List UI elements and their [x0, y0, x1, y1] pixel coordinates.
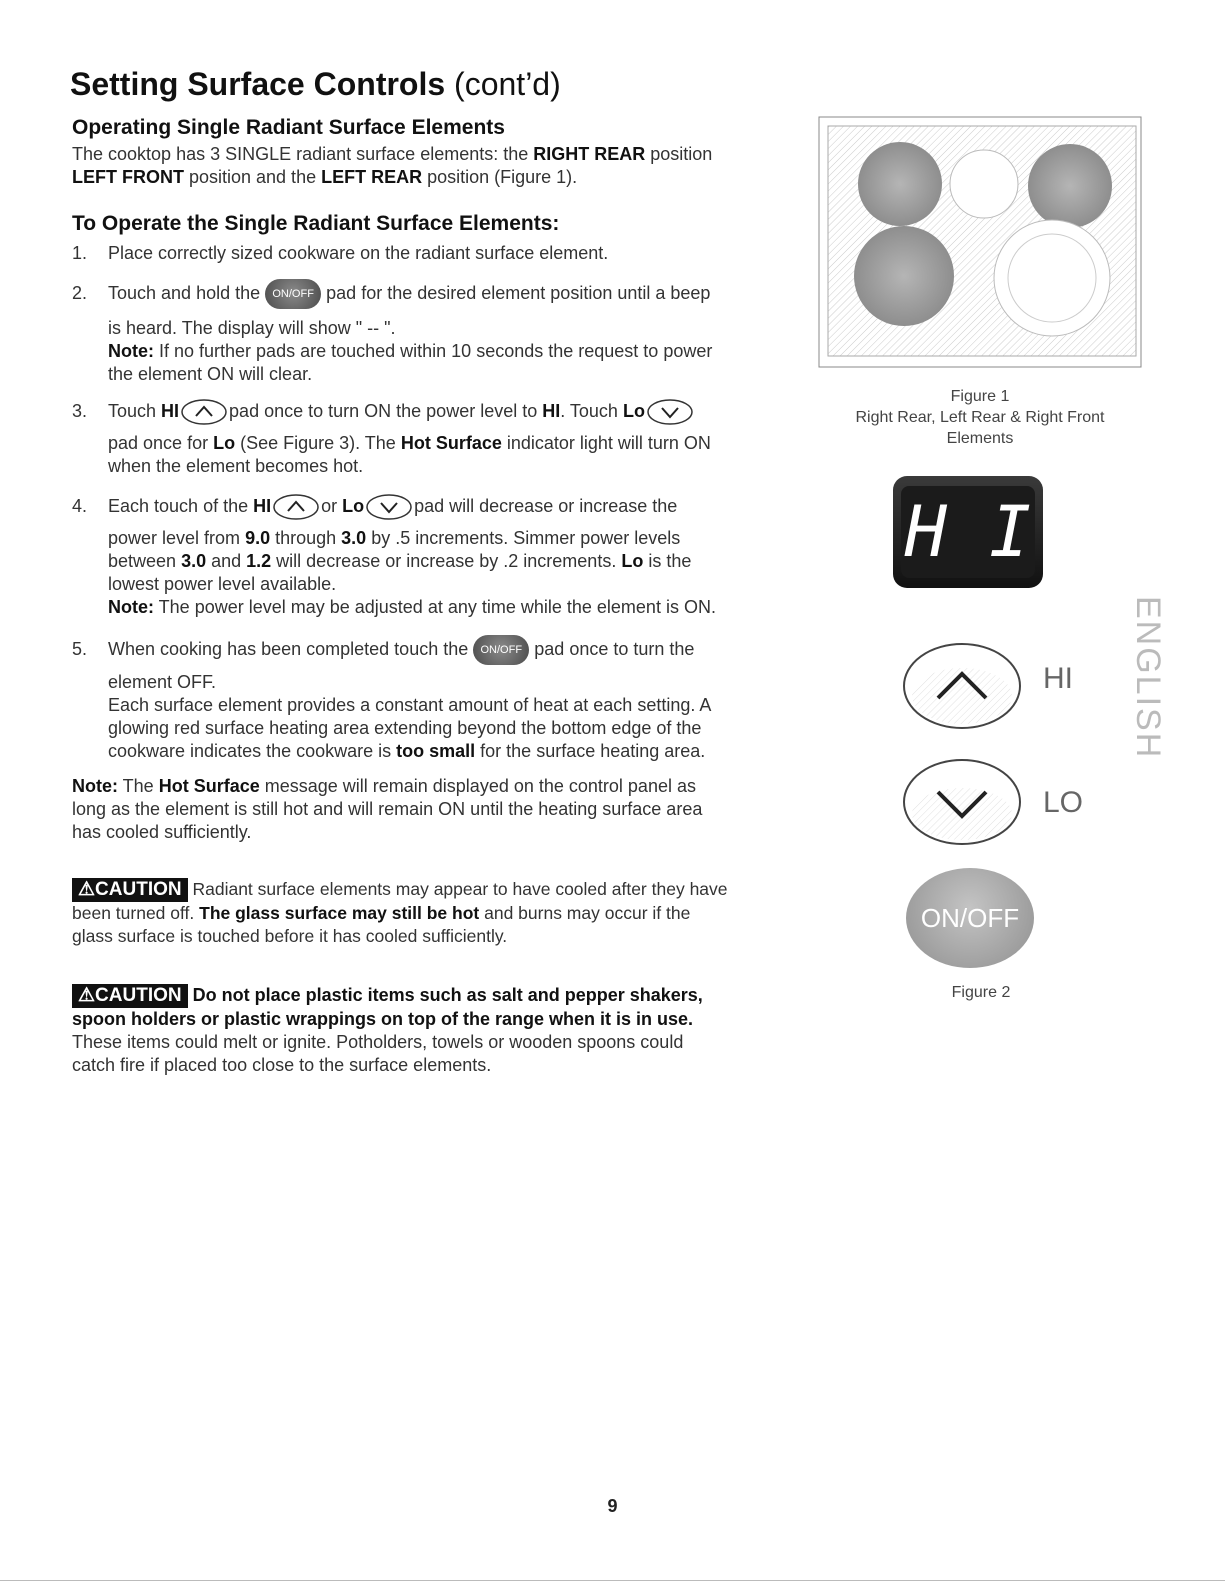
step-text: between: [108, 551, 182, 571]
title-main: Setting Surface Controls: [70, 66, 446, 102]
lo-label: Lo: [342, 496, 365, 516]
steps-list: [72, 242, 792, 852]
caution-badge: ⚠CAUTION: [72, 984, 188, 1008]
onoff-pad-icon: ON/OFF: [265, 279, 321, 309]
page-bottom-rule: [0, 1580, 1225, 1581]
step-4-cont: [108, 527, 788, 619]
step-text: . Touch: [560, 401, 623, 421]
intro-left-front: LEFT FRONT: [72, 167, 184, 187]
caution-text: Radiant surface elements may appear to have cooled after they have: [187, 879, 728, 899]
note-text: message will remain displayed on the control panel as: [259, 776, 696, 796]
step-text: pad will decrease or increase the: [414, 496, 678, 516]
step-text: pad once for: [108, 433, 214, 453]
step-4-text: [108, 489, 788, 523]
note-text: the element ON will clear.: [108, 364, 313, 384]
section-heading-single: Operating Single Radiant Surface Elements: [72, 116, 505, 139]
step-5-text: [108, 632, 788, 666]
value-3: 3.0: [181, 551, 207, 571]
figure-2-label: Figure 2: [951, 984, 1011, 1001]
lo-pad-label: LO: [1043, 786, 1084, 819]
step-text: When cooking has been completed touch the: [108, 639, 469, 659]
step-text: or: [321, 496, 343, 516]
intro-text: position (Figure 1).: [422, 167, 578, 187]
hi-up-pad-icon: [900, 636, 1030, 736]
step-text: by .5 increments. Simmer power levels: [366, 528, 681, 548]
step-text: indicator light will turn ON: [501, 433, 711, 453]
step-number: 2.: [72, 283, 88, 303]
caution-text: catch fire if placed too close to the surface elements.: [72, 1055, 492, 1075]
step-text: (See Figure 3). The: [235, 433, 401, 453]
page-title: [70, 66, 561, 103]
step-text: cookware indicates the cookware is: [108, 741, 397, 761]
caution-bold-text: spoon holders or plastic wrappings on top of the range when it is in use.: [72, 1009, 694, 1029]
figure-1-label: Figure 1: [950, 388, 1010, 405]
step-text: Each touch of the: [108, 496, 254, 516]
onoff-pad-icon: ON/OFF: [473, 635, 529, 665]
note-text: The: [118, 776, 159, 796]
step-3-cont: [108, 432, 788, 478]
step-text: through: [270, 528, 342, 548]
hot-surface-note: [72, 775, 792, 844]
caution-block-1: [72, 878, 802, 948]
hi-label: HI: [542, 401, 561, 421]
lo-label: Lo: [213, 433, 236, 453]
caution-text: and burns may occur if the: [479, 903, 691, 923]
hi-pad-label: HI: [1043, 662, 1073, 695]
step-text: for the surface heating area.: [475, 741, 706, 761]
hi-label: HI: [161, 401, 180, 421]
figure-1-cooktop: [818, 116, 1142, 368]
intro-left-rear: LEFT REAR: [321, 167, 423, 187]
note-label: Note:: [108, 597, 154, 617]
note-text: If no further pads are touched within 10 seconds the request to power: [154, 341, 713, 361]
hi-label: HI: [253, 496, 272, 516]
intro-text: The cooktop has 3 SINGLE radiant surface elements: the: [72, 144, 534, 164]
note-text: has cooled sufficiently.: [72, 822, 252, 842]
step-number: 5.: [72, 639, 88, 659]
intro-paragraph: [72, 143, 792, 189]
step-number: 1.: [72, 243, 88, 263]
step-2-text: [108, 276, 788, 310]
down-arrow-pad-icon: [645, 398, 695, 426]
value-9: 9.0: [245, 528, 271, 548]
hot-surface-label: Hot Surface: [158, 776, 260, 796]
step-text: power level from: [108, 528, 246, 548]
intro-right-rear: RIGHT REAR: [533, 144, 646, 164]
note-text: long as the element is still hot and will remain ON until the heating surface area: [72, 799, 703, 819]
step-text: will decrease or increase by .2 increments.: [271, 551, 622, 571]
lo-label: Lo: [622, 401, 645, 421]
step-1-text: Place correctly sized cookware on the radiant surface element.: [108, 243, 609, 263]
step-number: 3.: [72, 401, 88, 421]
step-text: lowest power level available.: [108, 574, 337, 594]
step-text: Each surface element provides a constant amount of heat at each setting. A: [108, 695, 712, 715]
intro-text: position: [645, 144, 713, 164]
caution-block-2: [72, 984, 802, 1077]
step-text: when the element becomes hot.: [108, 456, 364, 476]
step-text: pad once to turn ON the power level to: [229, 401, 543, 421]
up-arrow-pad-icon: [179, 398, 229, 426]
page-number: 9: [607, 1496, 618, 1516]
down-arrow-pad-icon: [364, 493, 414, 521]
up-arrow-pad-icon: [271, 493, 321, 521]
caution-badge: ⚠CAUTION: [72, 878, 188, 902]
step-text: pad once to turn the: [534, 639, 695, 659]
power-level-display: [893, 476, 1043, 588]
step-text: glowing red surface heating area extending beyond the bottom edge of the: [108, 718, 702, 738]
lo-label: Lo: [621, 551, 644, 571]
step-3-text: [108, 394, 788, 428]
note-label: Note:: [72, 776, 118, 796]
value-3: 3.0: [341, 528, 367, 548]
caution-badge-label: CAUTION: [95, 879, 182, 900]
step-text: Touch and hold the: [108, 283, 261, 303]
step-text: is heard. The display will show " -- ".: [108, 318, 396, 338]
figure-1-caption: [820, 386, 1140, 449]
display-readout: H I: [901, 486, 1035, 578]
title-suffix: (cont’d): [454, 66, 561, 102]
cooktop-diagram: [818, 116, 1142, 368]
lo-down-pad-icon: [900, 752, 1030, 852]
step-5-cont: [108, 671, 788, 763]
note-text: The power level may be adjusted at any time while the element is ON.: [154, 597, 716, 617]
caution-text: These items could melt or ignite. Potholders, towels or wooden spoons could: [72, 1032, 684, 1052]
step-text: and: [206, 551, 247, 571]
section-heading-operate: To Operate the Single Radiant Surface Elements:: [72, 212, 560, 235]
caution-text: been turned off.: [72, 903, 200, 923]
step-text: element OFF.: [108, 672, 217, 692]
onoff-pad-figure-icon: ON/OFF: [906, 868, 1034, 968]
value-1-2: 1.2: [246, 551, 272, 571]
step-text: Touch: [108, 401, 162, 421]
figure-1-caption-line: Elements: [946, 430, 1014, 447]
step-2-cont: [108, 317, 788, 386]
figure-1-caption-line: Right Rear, Left Rear & Right Front: [855, 409, 1105, 426]
caution-bold-text: The glass surface may still be hot: [199, 903, 480, 923]
language-side-tab: ENGLISH: [1129, 596, 1167, 760]
step-text: pad for the desired element position until a beep: [326, 283, 711, 303]
caution-bold-text: Do not place plastic items such as salt and pepper shakers,: [187, 985, 703, 1005]
step-text: is the: [643, 551, 692, 571]
caution-badge-label: CAUTION: [95, 985, 182, 1006]
too-small-label: too small: [396, 741, 476, 761]
intro-text: position and the: [183, 167, 322, 187]
note-label: Note:: [108, 341, 154, 361]
caution-text: glass surface is touched before it has cooled sufficiently.: [72, 926, 508, 946]
step-number: 4.: [72, 496, 88, 516]
hot-surface-label: Hot Surface: [400, 433, 502, 453]
